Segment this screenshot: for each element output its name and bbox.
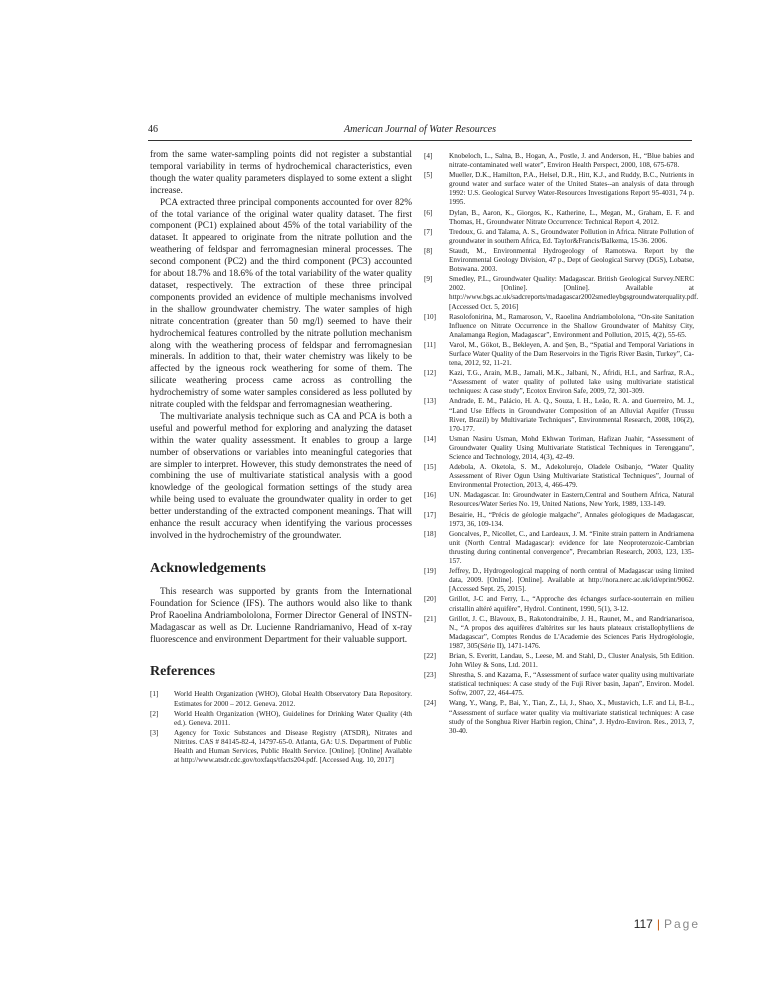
reference-number: [21]: [424, 614, 436, 623]
reference-item: [150, 729, 412, 765]
reference-text: Jeffrey, D., Hydrogeological mapping of north central of Madagascar using limited data, 2009. [Online]. [Online]. Available at http://nora.nerc.ac.uk/id/eprint/9062. [Accessed Sept. 25, 2015].: [449, 567, 694, 594]
reference-item: [424, 209, 694, 227]
header-rule: [148, 140, 692, 141]
reference-text: Smedley, P.L., Groundwater Quality: Madagascar. British Geological Survey.NERC 2002. [Online]. [Online]. Available at http://www.bgs.ac.uk/sadcreports/madagascar2002smedleybgsgroundwaterquality.pdf. [Accessed Oct. 5, 2016]: [449, 275, 699, 311]
reference-number: [9]: [424, 275, 433, 284]
reference-item: [150, 690, 412, 708]
reference-text: Mueller, D.K., Hamilton, P.A., Helsel, D.R., Hitt, K.J., and Ruddy, B.C., Nutrients in ground water and surface water of the United States--an analysis of data through 1992: U.S. Geological Survey Water-Resources Investigations Report 95-4031, 74 p. 1995.: [449, 171, 694, 207]
references-list-left: [150, 690, 412, 765]
reference-number: [16]: [424, 491, 436, 500]
reference-number: [5]: [424, 171, 433, 180]
reference-item: [424, 652, 694, 670]
reference-item: [424, 567, 694, 594]
reference-text: Grillot, J-C and Ferry, L., “Approche des échanges surface-souterrain en milieu cristallin altéré aquifère”, Hydrol. Continent, 1990, 5(1), 3-12.: [449, 595, 694, 613]
reference-number: [20]: [424, 595, 436, 604]
reference-text: Kazi, T.G., Arain, M.B., Jamali, M.K., Jalbani, N., Afridi, H.I., and Sarfraz, R.A., “Assessment of water quality of polluted lake using multivariate statistical techniques: A case study”, Ecotox Environ Safe, 2009, 72, 301-309.: [449, 369, 694, 396]
reference-item: [424, 152, 694, 170]
acknowledgements-text: This research was supported by grants from the International Foundation for Science (IFS). The authors would also like to thank Prof Raoelina Andriambololona, Former Director General of INSTN-Madagascar as well as Dr. Lucienne Randriamanivo, Head of x-ray fluorescence and environment Department for their valuable support.: [150, 586, 412, 645]
reference-text: Brian, S. Everitt, Landau, S., Leese, M. and Stahl, D., Cluster Analysis, 5th Edition. John Wiley & Sons, Ltd. 2011.: [449, 651, 694, 670]
reference-number: [3]: [150, 728, 159, 737]
journal-title: American Journal of Water Resources: [343, 124, 496, 135]
body-paragraph: from the same water-sampling points did not register a substantial temporal variability in terms of hydrochemical characteristics, even though the water quality parameters displayed to some extent a slight increase.: [150, 150, 412, 196]
left-column: [150, 150, 412, 766]
reference-item: [424, 595, 694, 613]
reference-text: Staudt, M., Environmental Hydrogeology of Ramotswa. Report by the Environmental Geology Division, 47 p., Dept of Geological Survey (DGS), Lobatse, Botswana. 2003.: [449, 246, 694, 274]
reference-number: [23]: [424, 671, 436, 680]
page-header: [148, 124, 692, 140]
reference-text: World Health Organization (WHO), Guidelines for Drinking Water Quality (4th ed.). Geneva. 2011.: [174, 709, 412, 727]
reference-number: [2]: [150, 709, 159, 718]
reference-item: [424, 615, 694, 651]
reference-number: [1]: [150, 690, 159, 699]
body-paragraph: PCA extracted three principal components accounted for over 82% of the total variance of the original water quality dataset. The first component (PC1) explained about 45% of the total variability of the dataset. It appeared to originate from the nitrate pollution and the weathering of feldspar and ferromagnesian mineral processes. The second component (PC2) and the third component (PC3) accounted for about 18.7% and 18.6% of the total variability of the water quality dataset, respectively. The extraction of these three principal components provided an evidence of multiple mechanisms involved in the shallow groundwater chemistry. The water samples of high nitrate concentration (greater than 50 mg/l) seemed to have their hydrochemical features controlled by the nitrate pollution mechanism along with the weathering process of feldspar and ferromagnesian minerals. In addition to that, their water chemistry was likely to be affected by the igneous rock weathering for some of them. The silicate weathering process came across as controlling the hydrochemistry of some water samples considered as less polluted by nitrate coupled with the feldspar and ferromagnesian weathering.: [150, 197, 412, 411]
page-footer: [634, 917, 700, 931]
reference-text: Besairie, H., “Précis de géologie malgache”, Annales géologiques de Madagascar, 1973, 36, 109-134.: [449, 510, 694, 528]
reference-number: [19]: [424, 567, 436, 576]
reference-item: [424, 671, 694, 698]
page-number: 46: [148, 124, 158, 135]
reference-item: [424, 369, 694, 396]
reference-text: Varol, M., Gökot, B., Bekleyen, A. and Şen, B., “Spatial and Temporal Variations in Surface Water Quality of the Dam Reservoirs in the Tigris River Basin, Turkey”, Ca- tena, 2012, 92, 11-21.: [449, 340, 694, 368]
reference-item: [150, 710, 412, 728]
reference-item: [424, 171, 694, 207]
reference-text: Goncalves, P., Nicollet, C., and Lardeaux, J. M. “Finite strain pattern in Andriamena unit (North Central Madagascar): evidence for late Neoproterozoic-Cambrian thrusting during continental convergence”, Precambrian Research, 2003, 123, 135-157.: [449, 529, 694, 566]
reference-item: [424, 463, 694, 490]
reference-number: [15]: [424, 463, 436, 472]
reference-text: Grillot, J. C., Blavoux, B., Rakotondrainibe, J. H., Raunet, M., and Randrianarisoa, N., “A propos des aquifères d'altérites sur les hauts plateaux cristallophylliens de Madagascar”, Comptes Rendus de L'Academie des Sciences Paris Hydrogéologie, 1987, 305(Série II), 1471-1476.: [449, 614, 694, 650]
reference-text: Rasolofonirina, M., Ramaroson, V., Raoelina Andriambololona, “On-site Sanitation Influence on Nitrate Occurrence in the Shallow Groundwater of Mahitsy City, Analamanga Region, Madagascar”, Environment and Pollution, 2015, 4(2), 55-65.: [449, 312, 694, 339]
reference-text: Andrade, E. M., Palácio, H. A. Q., Souza, I. H., Leão, R. A. and Guerreiro, M. J., “Land Use Effects in Groundwater Composition of an Alluvial Aquifer (Trussu River, Brazil) by Multivariate Techniques”, Environmental Research, 2008, 106(2), 170-177.: [449, 397, 694, 433]
reference-text: Knobeloch, L., Salna, B., Hogan, A., Postle, J. and Anderson, H., “Blue babies and nitrate-contaminated well water”, Environ Health Perspect, 2000, 108, 675-678.: [449, 152, 694, 170]
reference-number: [12]: [424, 369, 436, 378]
reference-number: [24]: [424, 699, 436, 708]
body-paragraph: The multivariate analysis technique such as CA and PCA is both a useful and powerful method for exploring and analyzing the dataset within the water quality assessment. It enables to group a large number of observations or variables into meaningful categories that are simpler to interpret. However, this study demonstrates the need of combining the use of multivariate statistical analysis with a good knowledge of the geological formation settings of the study area while being used to evaluate the groundwater quality in order to get better understanding of the extracted component meanings. That will enhance the result accuracy when identifying the various processes involved in the hydrochemistry of the groundwater.: [150, 411, 412, 541]
reference-number: [4]: [424, 152, 433, 160]
reference-number: [14]: [424, 434, 436, 443]
acknowledgements-section: [150, 587, 412, 647]
reference-number: [6]: [424, 208, 433, 217]
reference-number: [13]: [424, 397, 436, 406]
reference-item: [424, 530, 694, 566]
footer-separator: |: [656, 917, 660, 931]
reference-text: UN. Madagascar. In: Groundwater in Eastern,Central and Southern Africa, Natural Resources/Water Series No. 19, United Nations, New York, 1989, 133-149.: [449, 491, 694, 509]
reference-number: [22]: [424, 651, 436, 660]
footer-page-number: 117: [633, 917, 653, 931]
reference-text: Adebola, A. Oketola, S. M., Adekolurejo, Oladele Osibanjo, “Water Quality Assessment of River Ogun Using Multivariate Statistical Techniques”, Journal of Environmental Protection, 2013, 4, 466-479.: [449, 463, 694, 490]
reference-item: [424, 228, 694, 246]
reference-item: [424, 313, 694, 340]
reference-item: [424, 247, 694, 274]
references-list-right: [424, 152, 699, 736]
reference-text: Dylan, B., Aaron, K., Giorgos, K., Katherine, L., Megan, M., Graham, E. F. and Thomas, H., Groundwater Nitrate Occurrence: Technical Report 4, 2012.: [449, 208, 694, 226]
body-text: [150, 150, 412, 543]
references-heading: References: [150, 664, 216, 680]
reference-item: [424, 397, 694, 433]
reference-text: Shrestha, S. and Kazama, F., “Assessment of surface water quality using multivariate statistical techniques: A case study of the Fuji River basin, Japan”, Environ. Model. Softw, 2007, 22, 464-475.: [449, 671, 694, 698]
reference-number: [17]: [424, 510, 436, 519]
reference-item: [424, 275, 699, 311]
reference-text: Tredoux, G. and Talama, A. S., Groundwater Pollution in Africa. Nitrate Pollution of groundwater in southern Africa, Ed. Taylor&Francis/Balkema, 15-36. 2006.: [449, 227, 694, 245]
reference-text: Agency for Toxic Substances and Disease Registry (ATSDR), Nitrates and Nitrites. CAS # 84145-82-4, 14797-65-0. Atlanta, GA: U.S. Department of Public Health and Human Services, Public Health Service. [Online]. [Online] Available at http://www.atsdr.cdc.gov/toxfaqs/tfacts204.pdf. [Accessed Aug. 10, 2017]: [174, 728, 412, 765]
reference-item: [424, 341, 694, 368]
reference-text: Wang, Y., Wang, P., Bai, Y., Tian, Z., Li, J., Shao, X., Mustavich, L.F. and Li, B-L., “Assessment of surface water quality via multivariate statistical techniques: A case study of the Songhua River Harbin region, China”, J. Hydro-Environ. Res., 2013, 7, 30-40.: [449, 699, 694, 735]
reference-text: World Health Organization (WHO), Global Health Observatory Data Repository. Estimates for 2000 – 2012. Geneva. 2012.: [174, 690, 412, 708]
reference-text: Usman Nasiru Usman, Mohd Ekhwan Toriman, Hafizan Juahir, “Assessment of Groundwater Quality Using Multivariate Statistical Techniques in Terengganu”, Science and Technology, 2014, 4(3), 42-49.: [449, 434, 694, 461]
reference-item: [424, 491, 694, 509]
reference-number: [11]: [424, 340, 436, 349]
acknowledgements-heading: Acknowledgements: [150, 560, 266, 576]
reference-number: [8]: [424, 246, 433, 255]
reference-number: [18]: [424, 529, 436, 538]
reference-item: [424, 435, 694, 462]
footer-page-word: Page: [663, 917, 700, 931]
reference-number: [7]: [424, 227, 433, 236]
reference-item: [424, 511, 694, 529]
right-column: [424, 152, 699, 737]
reference-number: [10]: [424, 312, 436, 321]
reference-item: [424, 699, 694, 735]
